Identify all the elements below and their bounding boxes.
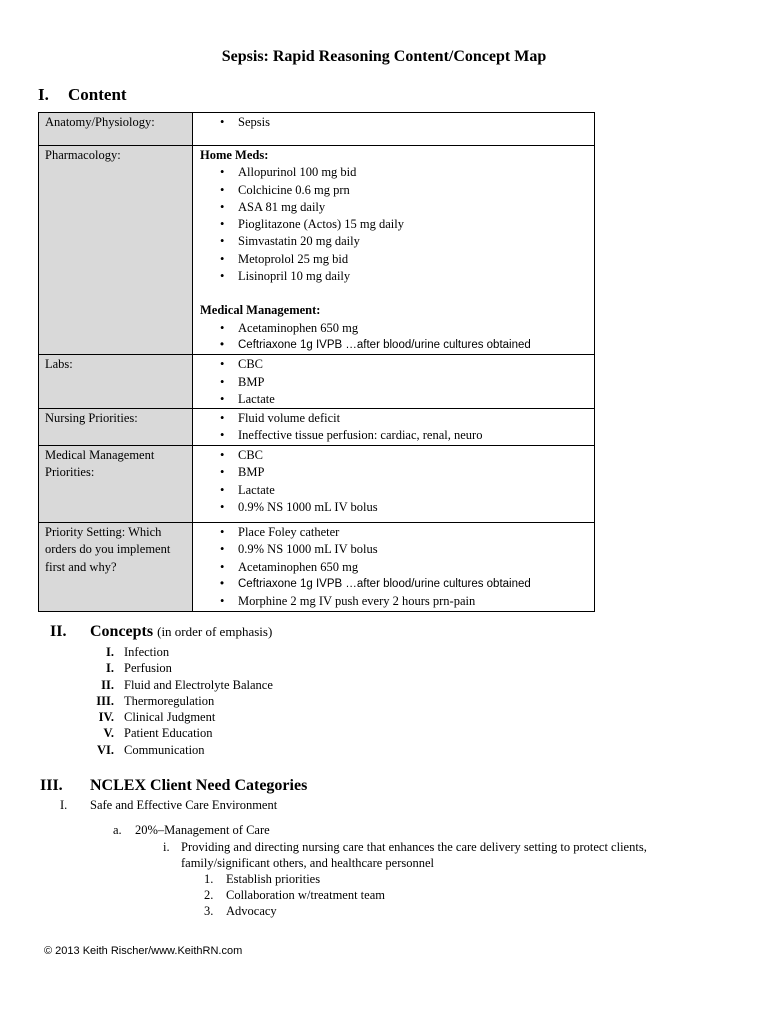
table-row-priority-setting (39, 523, 595, 612)
row-values (193, 146, 595, 355)
bullet-list (200, 320, 588, 355)
bullet-list (200, 114, 588, 131)
section-nclex-heading (40, 777, 307, 795)
section-number: III. (40, 777, 63, 794)
row-label: Priority Setting: Which orders do you implement first and why? (39, 523, 193, 612)
list-item: Advocacy (226, 904, 277, 918)
item-text: Patient Education (124, 726, 213, 741)
list-item: Establish priorities (226, 872, 321, 886)
section-title: Concepts (90, 623, 154, 640)
item-number: VI. (96, 742, 114, 757)
medical-management-heading: Medical Management: (200, 303, 321, 318)
section-title: NCLEX Client Need Categories (90, 777, 308, 794)
copyright-footer: © 2013 Keith Rischer/www.KeithRN.com (44, 945, 243, 957)
item-number: I. (106, 645, 114, 659)
content-table (38, 112, 595, 612)
list-item: • Allopurinol 100 mg bid (200, 164, 588, 181)
item-text: Perfusion (124, 661, 172, 676)
roman-text-line-2: family/significant others, and healthcare personnel (181, 856, 435, 870)
list-item: Collaboration w/treatment team (226, 888, 385, 902)
roman-number: i. (163, 840, 170, 854)
table-row-nursing-priorities (39, 409, 595, 446)
section-title: Content (68, 85, 127, 104)
row-label: Nursing Priorities: (39, 409, 193, 446)
home-meds-heading: Home Meds: (200, 148, 269, 162)
list-item: • BMP (200, 374, 588, 391)
section-number: I. (38, 85, 49, 104)
list-item (70, 644, 273, 660)
row-values (193, 355, 595, 409)
list-item: • Ceftriaxone 1g IVPB …after blood/urine cultures obtained (200, 576, 588, 593)
section-concepts-heading (50, 623, 272, 641)
list-item (70, 725, 273, 741)
bullet-list (200, 524, 588, 610)
list-item: • Simvastatin 20 mg daily (200, 233, 588, 250)
item-text: Thermoregulation (124, 693, 215, 708)
section-note: (in order of emphasis) (157, 624, 273, 639)
list-item: • Place Foley catheter (200, 524, 588, 541)
item-text: Infection (124, 645, 170, 659)
list-item: • Acetaminophen 650 mg (200, 559, 588, 576)
item-text: Fluid and Electrolyte Balance (124, 677, 273, 692)
bullet-list (200, 410, 588, 445)
subcategory-letter: a. (113, 823, 122, 837)
table-row-labs (39, 355, 595, 409)
section-content-heading (38, 85, 127, 105)
item-number: I. (106, 661, 114, 676)
list-item: • Morphine 2 mg IV push every 2 hours prn-pain (200, 593, 588, 610)
row-label: Pharmacology: (39, 146, 193, 355)
item-number: IV. (98, 710, 114, 725)
table-row-pharmacology (39, 146, 595, 355)
row-values (193, 409, 595, 446)
list-item: • CBC (200, 356, 588, 373)
list-item: • Lactate (200, 482, 588, 499)
list-number: 2. (204, 888, 214, 902)
spacer (200, 285, 588, 302)
category-text: Safe and Effective Care Environment (90, 798, 278, 812)
row-values (193, 113, 595, 146)
list-item (70, 742, 273, 758)
list-item: • BMP (200, 464, 588, 481)
row-label: Medical Management Priorities: (39, 446, 193, 523)
row-label: Anatomy/Physiology: (39, 113, 193, 146)
list-item: • 0.9% NS 1000 mL IV bolus (200, 499, 588, 516)
bullet-list (200, 356, 588, 408)
list-number: 1. (204, 872, 214, 886)
list-item: • Lactate (200, 391, 588, 408)
list-item: • Colchicine 0.6 mg prn (200, 182, 588, 199)
table-row-anatomy (39, 113, 595, 146)
list-item: • CBC (200, 447, 588, 464)
item-text: Communication (124, 742, 205, 757)
list-item: • ASA 81 mg daily (200, 199, 588, 216)
row-values (193, 446, 595, 523)
page-title: Sepsis: Rapid Reasoning Content/Concept Map (221, 48, 547, 65)
list-item (70, 693, 273, 709)
list-item: • Fluid volume deficit (200, 410, 588, 427)
subcategory-text: 20%–Management of Care (135, 823, 270, 837)
concepts-list (70, 644, 273, 758)
category-number: I. (60, 798, 68, 812)
list-item (70, 677, 273, 693)
bullet-list (200, 447, 588, 516)
list-item: • Sepsis (200, 114, 588, 131)
list-item: • Lisinopril 10 mg daily (200, 268, 588, 285)
roman-text-line-1: Providing and directing nursing care that enhances the care delivery setting to protect clients, (181, 840, 647, 854)
table-row-medical-priorities (39, 446, 595, 523)
section-number: II. (50, 623, 67, 640)
item-number: III. (96, 693, 114, 708)
bullet-list (200, 164, 588, 285)
list-item: • Acetaminophen 650 mg (200, 320, 588, 337)
row-label: Labs: (39, 355, 193, 409)
row-values (193, 523, 595, 612)
list-item: • Ceftriaxone 1g IVPB …after blood/urine cultures obtained (200, 337, 588, 354)
item-number: II. (101, 677, 114, 692)
list-item: • Ineffective tissue perfusion: cardiac, renal, neuro (200, 427, 588, 444)
item-text: Clinical Judgment (124, 710, 216, 725)
item-number: V. (103, 726, 114, 741)
list-item: • Metoprolol 25 mg bid (200, 251, 588, 268)
list-number: 3. (204, 904, 214, 918)
list-item: • 0.9% NS 1000 mL IV bolus (200, 541, 588, 558)
list-item: • Pioglitazone (Actos) 15 mg daily (200, 216, 588, 233)
list-item (70, 709, 273, 725)
list-item (70, 660, 273, 676)
